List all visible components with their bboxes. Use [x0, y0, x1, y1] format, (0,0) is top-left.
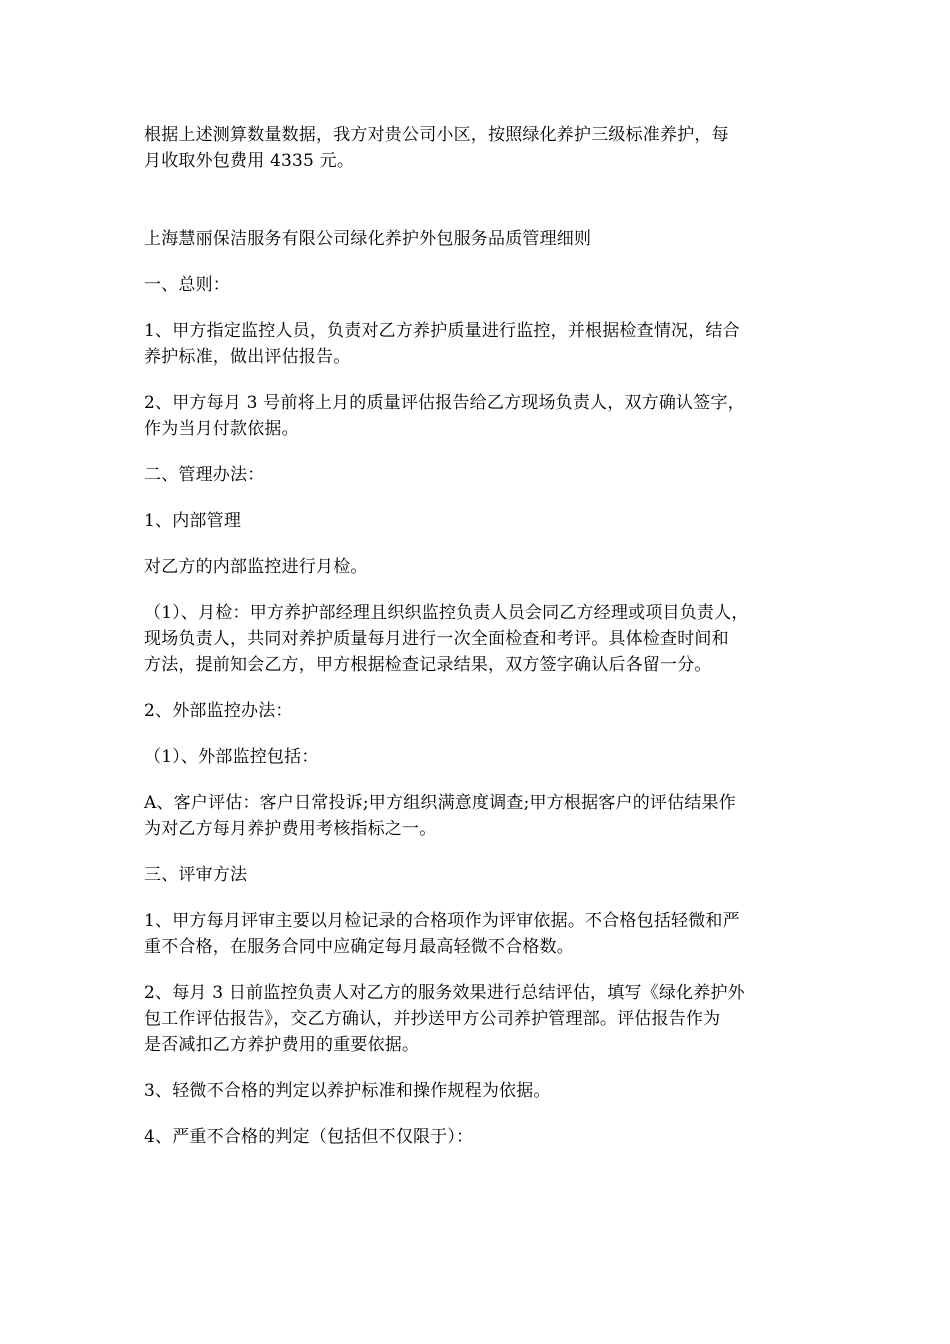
text-line: 2、每月 3 日前监控负责人对乙方的服务效果进行总结评估，填写《绿化养护外 [144, 983, 745, 1003]
text-line: 月收取外包费用 4335 元。 [144, 151, 355, 171]
text-line: 是否减扣乙方养护费用的重要依据。 [144, 1035, 420, 1055]
text-line: （1）、外部监控包括： [144, 747, 319, 767]
text-line: 4、严重不合格的判定（包括但不仅限于）： [144, 1127, 474, 1147]
paragraph-fee-summary [144, 122, 806, 174]
text-line: 1、甲方每月评审主要以月检记录的合格项作为评审依据。不合格包括轻微和严 [144, 911, 740, 931]
paragraph-external-includes [144, 744, 806, 770]
text-line: 3、轻微不合格的判定以养护标准和操作规程为依据。 [144, 1081, 551, 1101]
text-line: （1）、月检：甲方养护部经理且织织监控负责人员会同乙方经理或项目负责人， [144, 603, 749, 623]
document-body [144, 122, 806, 1170]
paragraph-general-1 [144, 318, 806, 370]
section-heading-management [144, 462, 806, 488]
text-line: 包工作评估报告》，交乙方确认，并抄送甲方公司养护管理部。评估报告作为 [144, 1009, 721, 1029]
text-line: 方法，提前知会乙方，甲方根据检查记录结果，双方签字确认后各留一分。 [144, 655, 712, 675]
text-line: 上海慧丽保洁服务有限公司绿化养护外包服务品质管理细则 [144, 229, 592, 249]
text-line: 三、评审方法 [144, 865, 248, 885]
text-line: 为对乙方每月养护费用考核指标之一。 [144, 819, 437, 839]
text-line: 现场负责人，共同对养护质量每月进行一次全面检查和考评。具体检查时间和 [144, 629, 729, 649]
text-line: 根据上述测算数量数据，我方对贵公司小区，按照绿化养护三级标准养护，每 [144, 125, 729, 145]
text-line: 重不合格，在服务合同中应确定每月最高轻微不合格数。 [144, 937, 574, 957]
paragraph-general-2 [144, 390, 806, 442]
paragraph-customer-evaluation [144, 790, 806, 842]
paragraph-review-1 [144, 908, 806, 960]
paragraph-monthly-check [144, 600, 806, 678]
text-line: 2、外部监控办法： [144, 701, 293, 721]
text-line: 1、内部管理 [144, 511, 242, 531]
text-line: 对乙方的内部监控进行月检。 [144, 557, 368, 577]
paragraph-internal-monthly [144, 554, 806, 580]
text-line: 2、甲方每月 3 号前将上月的质量评估报告给乙方现场负责人，双方确认签字， [144, 393, 745, 413]
subheading-internal-management [144, 508, 806, 534]
text-line: A、客户评估：客户日常投诉;甲方组织满意度调查;甲方根据客户的评估结果作 [144, 793, 736, 813]
paragraph-review-4 [144, 1124, 806, 1150]
text-line: 养护标准，做出评估报告。 [144, 347, 351, 367]
text-line: 二、管理办法： [144, 465, 265, 485]
section-heading-review [144, 862, 806, 888]
text-line: 一、总则： [144, 275, 230, 295]
section-heading-general [144, 272, 806, 298]
paragraph-review-3 [144, 1078, 806, 1104]
paragraph-review-2 [144, 980, 806, 1058]
document-title [144, 226, 806, 252]
text-line: 1、甲方指定监控人员，负责对乙方养护质量进行监控，并根据检查情况，结合 [144, 321, 740, 341]
subheading-external-monitoring [144, 698, 806, 724]
text-line: 作为当月付款依据。 [144, 419, 299, 439]
